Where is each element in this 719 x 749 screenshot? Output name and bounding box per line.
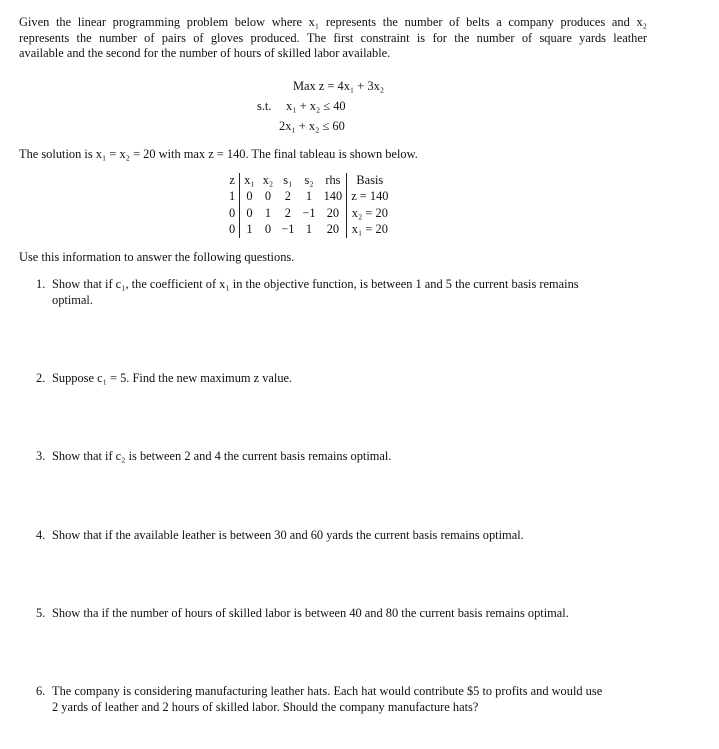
question-text-line-1: Show that if c₁, the coefficient of x₁ in the objective function, is between 1 and 5 the current basis remains (52, 277, 579, 291)
tableau-row (225, 205, 394, 221)
tableau-row (225, 189, 394, 205)
tableau-cell: 2 (284, 189, 291, 204)
question-text-line-1: Show that if c₂ is between 2 and 4 the current basis remains optimal. (52, 449, 392, 463)
intro-line-3: available and the second for the number of hours of skilled labor available. (19, 46, 391, 61)
instructions-text: Use this information to answer the following questions. (19, 250, 295, 264)
tableau-cell: 20 (320, 222, 347, 238)
question-2 (36, 371, 646, 387)
tableau-cell: 140 (320, 189, 347, 205)
question-3 (36, 449, 646, 465)
question-text-line-2: optimal. (52, 292, 93, 307)
question-text-line-1: The company is considering manufacturing leather hats. Each hat would contribute $5 to profits and would use (52, 684, 603, 698)
question-5 (36, 606, 646, 622)
tableau-cell: 1 (305, 221, 313, 236)
question-text-line-1: Suppose c₁ = 5. Find the new maximum z value. (52, 371, 293, 385)
tableau-header: x₁ (244, 173, 255, 188)
question-number: 4. (36, 528, 46, 542)
tableau-header: Basis (356, 173, 384, 188)
tableau-cell: 0 (225, 222, 240, 238)
intro-line-1: Given the linear programming problem below where x₁ represents the number of belts a company produces and x₂ (19, 15, 647, 29)
tableau-header: s₁ (283, 173, 293, 188)
tableau-cell: x₂ = 20 (351, 205, 388, 220)
tableau-cell: 0 (246, 189, 253, 204)
solution-text: The solution is x₁ = x₂ = 20 with max z = 140. The final tableau is shown below. (19, 147, 418, 161)
question-number: 6. (36, 684, 46, 698)
objective-function: Max z = 4x₁ + 3x₂ (293, 79, 385, 93)
tableau-cell: 1 (246, 221, 253, 236)
question-text-line-2: 2 yards of leather and 2 hours of skilled labor. Should the company manufacture hats? (52, 699, 479, 714)
tableau-header: x₂ (262, 173, 274, 188)
tableau-cell: 1 (225, 189, 240, 205)
constraint-2: 2x₁ + x₂ ≤ 60 (279, 119, 345, 133)
tableau-cell: z = 140 (351, 189, 389, 204)
tableau-cell: 2 (284, 205, 291, 220)
tableau-header-row (225, 173, 394, 189)
question-number: 1. (36, 277, 46, 291)
tableau-row (225, 222, 394, 238)
tableau-cell: 1 (305, 189, 313, 204)
question-1 (36, 277, 646, 308)
tableau-cell: −1 (302, 205, 316, 220)
question-number: 5. (36, 606, 46, 620)
question-number: 2. (36, 371, 46, 385)
tableau-header: z (225, 173, 240, 189)
question-text-line-1: Show tha if the number of hours of skilled labor is between 40 and 80 the current basis remains optimal. (52, 606, 569, 620)
st-label: s.t. (257, 99, 272, 113)
constraint-1: x₁ + x₂ ≤ 40 (286, 99, 346, 113)
tableau-cell: 0 (225, 205, 240, 221)
question-number: 3. (36, 449, 46, 463)
tableau-cell: 0 (264, 189, 272, 204)
tableau-cell: x₁ = 20 (351, 221, 388, 236)
question-text-line-1: Show that if the available leather is between 30 and 60 yards the current basis remains optimal. (52, 528, 524, 542)
tableau-header: rhs (320, 173, 347, 189)
intro-paragraph (19, 15, 647, 62)
question-4 (36, 528, 646, 544)
tableau-cell: 20 (320, 205, 347, 221)
final-tableau (225, 173, 394, 238)
tableau-cell: 1 (264, 205, 272, 220)
tableau-cell: 0 (246, 205, 253, 220)
question-6 (36, 684, 646, 715)
tableau-cell: −1 (281, 221, 295, 236)
intro-line-2: represents the number of pairs of gloves produced. The first constraint is for the number of square yards leather (19, 30, 647, 45)
tableau-cell: 0 (264, 221, 272, 236)
tableau-header: s₂ (304, 173, 314, 188)
